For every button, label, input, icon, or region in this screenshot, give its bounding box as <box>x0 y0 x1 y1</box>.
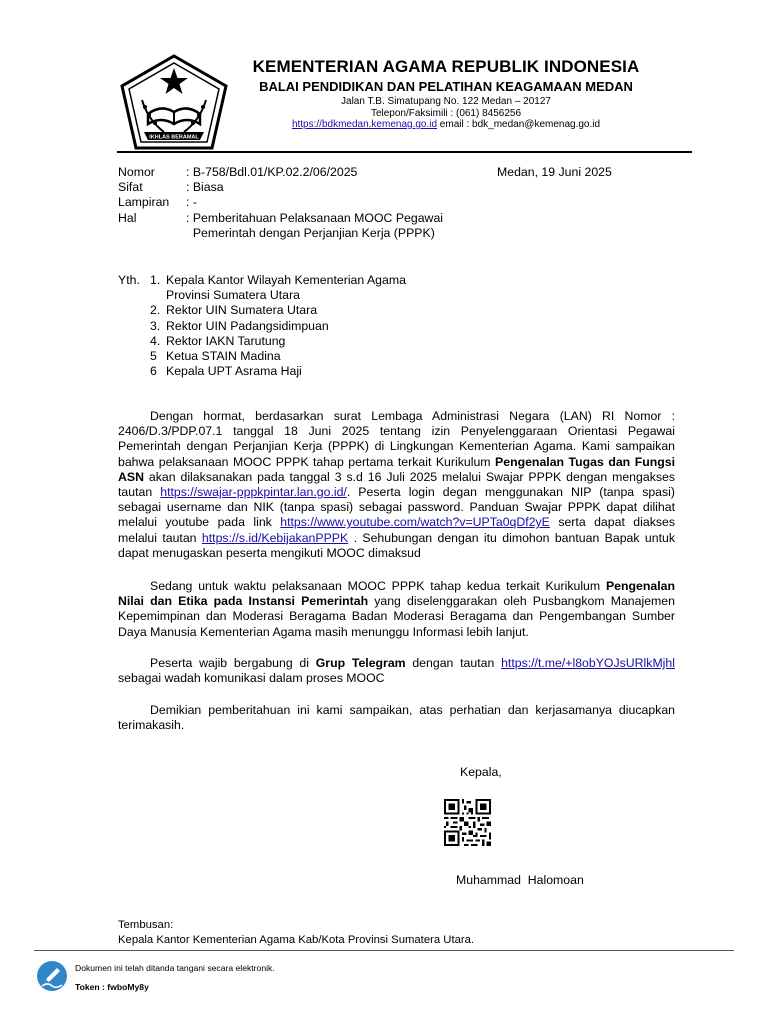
item-number: 3. <box>150 318 161 333</box>
list-item <box>150 273 550 288</box>
recipient-list <box>150 273 550 379</box>
signer-name: Muhammad Halomoan <box>456 873 584 887</box>
meta-row-hal <box>118 211 678 226</box>
kebijakan-link[interactable]: https://s.id/KebijakanPPPK <box>201 530 349 545</box>
item-text: Rektor UIN Padangsidimpuan <box>166 318 329 333</box>
para-text: serta dapat diakses melalui tautan <box>118 515 675 545</box>
esign-token: Token : fwboMy8y <box>75 982 149 992</box>
para-text: dengan tautan <box>405 656 502 670</box>
para-text: yang diselenggarakan oleh Pusbangkom Manajemen Kepemimpinan dan Moderasi Beragama Badan Moderasi Beragama dan Pengembangan Sumber Daya Manusia Kementerian Agama masih menunggu Informasi lebih lanjut. <box>118 594 675 639</box>
qr-code-icon <box>444 799 491 846</box>
item-text: Kepala UPT Asrama Haji <box>166 364 302 379</box>
letterhead-address-block <box>236 96 656 131</box>
paragraph-4 <box>118 703 675 733</box>
para-text: akan dilaksanakan pada tanggal 3 s.d 16 Juli 2025 melalui Swajar PPPK dengan mengakses tautan <box>118 469 675 500</box>
para-bold: Pengenalan Nilai dan Etika pada Instansi Pemerintah <box>118 579 675 609</box>
kemenag-logo <box>118 52 230 152</box>
item-text: Rektor IAKN Tarutung <box>166 333 286 348</box>
address-line: Jalan T.B. Simatupang No. 122 Medan – 20127 <box>341 96 551 107</box>
para-bold: Grup Telegram <box>315 656 406 670</box>
meta-label: Nomor <box>118 165 155 179</box>
meta-label <box>118 226 186 241</box>
para-text: . Peserta login degan menggunakan NIP (tanpa spasi) sebagai username dan NIK (tanpa spasi) sebagai password. Panduan Swajar PPPK dapat dilihat melalui youtube pada link <box>118 485 675 530</box>
website-link[interactable]: https://bdkmedan.kemenag.go.id <box>291 119 438 130</box>
paragraph-3 <box>118 656 675 686</box>
meta-label: Hal <box>118 210 137 225</box>
email-text: email : bdk_medan@kemenag.go.id <box>437 119 601 130</box>
item-number <box>150 288 166 303</box>
meta-value: : - <box>186 195 197 210</box>
paragraph-1 <box>118 409 675 561</box>
meta-row-hal-cont <box>118 226 678 241</box>
para-text: Dengan hormat, berdasarkan surat Lembaga Administrasi Negara (LAN) RI Nomor : 2406/D.3/PDP.07.1 tanggal 18 Juni 2025 tentang izin Penyelenggaraan Orientasi Pegawai Pemerintah dengan Perjanjian Kerja (PPPK) di Lingkungan Kementerian Agama. Kami sampaikan bahwa pelaksanaan MOOC PPPK tahap pertama terkait Kurikulum <box>118 409 675 469</box>
list-item <box>150 319 550 334</box>
youtube-link[interactable]: https://www.youtube.com/watch?v=UPTa0qDf2yE <box>280 515 550 530</box>
esign-note: Dokumen ini telah ditanda tangani secara elektronik. <box>75 963 275 973</box>
item-text: Provinsi Sumatera Utara <box>166 288 300 303</box>
esign-pen-icon <box>36 960 68 992</box>
meta-label: Lampiran <box>118 195 170 210</box>
para-text: sebagai wadah komunikasi dalam proses MOOC <box>118 671 385 686</box>
contact-line <box>236 119 656 131</box>
item-text: Ketua STAIN Madina <box>166 349 281 364</box>
letter-date: Medan, 19 Juni 2025 <box>497 165 612 179</box>
item-number: 5 <box>150 349 157 364</box>
meta-row-sifat <box>118 180 678 195</box>
item-text: Rektor UIN Sumatera Utara <box>166 303 318 318</box>
swajar-link[interactable]: https://swajar-pppkpintar.lan.go.id/ <box>160 485 347 500</box>
footer-divider <box>34 950 734 951</box>
recipient-prefix: Yth. <box>118 273 140 287</box>
item-number: 6 <box>150 364 157 379</box>
para-text: Demikian pemberitahuan ini kami sampaikan, atas perhatian dan kerjasamanya diucapkan terimakasih. <box>118 703 675 733</box>
item-number: 2. <box>150 303 161 318</box>
signature-title: Kepala, <box>460 765 502 779</box>
meta-label: Sifat <box>118 180 143 195</box>
list-item <box>150 288 550 303</box>
item-text: Kepala Kantor Wilayah Kementerian Agama <box>166 273 406 287</box>
org-name: KEMENTERIAN AGAMA REPUBLIK INDONESIA <box>252 57 640 76</box>
para-text: . Sehubungan dengan itu dimohon bantuan Bapak untuk dapat menugaskan peserta mengikuti MOOC dimaksud <box>118 530 675 560</box>
meta-value: : Pemberitahuan Pelaksanaan MOOC Pegawai <box>186 210 444 225</box>
unit-name: BALAI PENDIDIKAN DAN PELATIHAN KEAGAMAAN MEDAN <box>259 79 633 94</box>
recipient-block <box>118 273 678 383</box>
paragraph-2 <box>118 579 675 640</box>
para-text: Peserta wajib bergabung di <box>150 656 316 670</box>
logo-motto: IKHLAS BERAMAL <box>149 134 199 141</box>
list-item <box>150 349 550 364</box>
item-number: 1. <box>150 273 161 287</box>
meta-value: : Biasa <box>186 180 224 195</box>
tembusan-label: Tembusan: <box>118 919 174 931</box>
tembusan-text: Kepala Kantor Kementerian Agama Kab/Kota Provinsi Sumatera Utara. <box>118 934 475 946</box>
meta-value: : B-758/Bdl.01/KP.02.2/06/2025 <box>186 165 358 179</box>
list-item <box>150 303 550 318</box>
tembusan-block <box>118 918 678 948</box>
item-number: 4. <box>150 333 161 348</box>
para-text: Sedang untuk waktu pelaksanaan MOOC PPPK tahap kedua terkait Kurikulum <box>150 579 606 593</box>
list-item <box>150 334 550 349</box>
phone-line: Telepon/Faksimili : (061) 8456256 <box>370 107 522 119</box>
telegram-link[interactable]: https://t.me/+l8obYOJsURlkMjhl <box>501 656 675 670</box>
letterhead-divider <box>117 151 692 153</box>
meta-row-lampiran <box>118 195 678 210</box>
para-bold: Pengenalan Tugas dan Fungsi ASN <box>118 454 675 484</box>
meta-value: Pemerintah dengan Perjanjian Kerja (PPPK) <box>186 225 435 240</box>
list-item <box>150 364 550 379</box>
